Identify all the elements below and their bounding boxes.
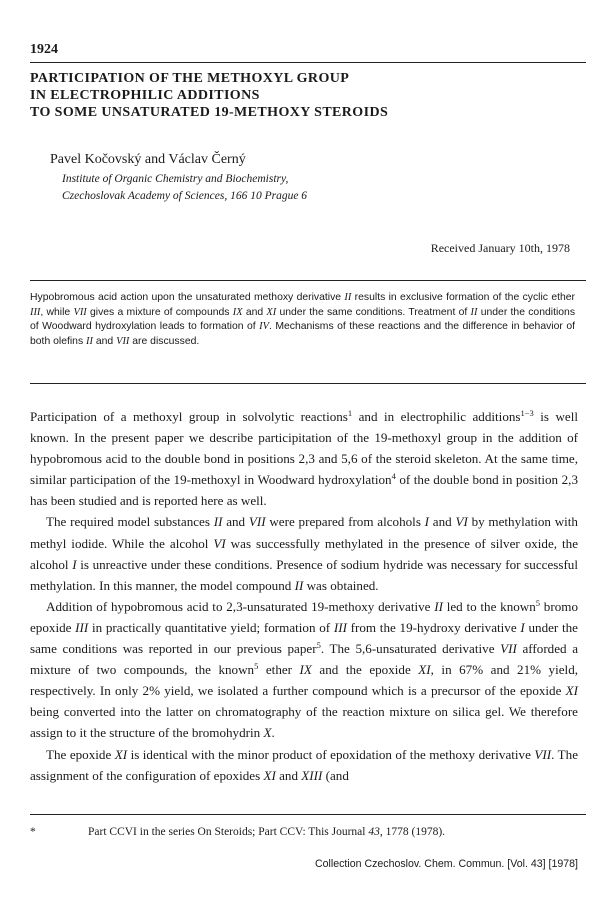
compound-label: I (424, 514, 430, 530)
compound-label: VI (213, 535, 226, 551)
article-body (30, 406, 578, 786)
compound-label: XI (266, 306, 277, 318)
compound-label: VII (116, 335, 130, 347)
compound-label: XI (263, 767, 276, 783)
compound-label: II (294, 577, 304, 593)
article-title (30, 70, 570, 121)
body-paragraph: Participation of a methoxyl group in solvolytic reactions$^1$ and in electrophilic additions$^{1-3}$ is well known. In the present paper we describe participitation of the 19-methoxyl group in the addition of hypobromous acid to the double bond in positions 2,3 and 5,6 of the steroid skeleton. At the same time, similar participation of the 19-methoxyl in Woodward hydroxylation$^4$ of the double bond in position 2,3 has been studied and is reported here as well. (30, 408, 578, 509)
compound-label: III (30, 306, 41, 318)
abstract: Hypobromous acid action upon the unsaturated methoxy derivative II results in exclusive formation of the cyclic ether III, while VII gives a mixture of compounds IX and XI under the same conditions. Treatment of II under the conditions of Woodward hydroxylation leads to formation of IV. Mechanisms of these reactions and the difference in behavior of both olefins II and VII are discussed. (30, 292, 576, 347)
compound-label: I (520, 619, 525, 635)
compound-label: II (344, 292, 352, 303)
reference-marker: 5 (535, 597, 541, 608)
reference-marker: 1 (347, 408, 353, 418)
compound-label: VII (248, 514, 266, 530)
page-number: 1924 (30, 42, 58, 57)
compound-label: IX (232, 306, 243, 318)
reference-marker: 5 (254, 661, 259, 672)
compound-label: VII (73, 306, 87, 318)
reference-marker: 4 (391, 471, 396, 482)
compound-label: III (333, 619, 347, 635)
abstract-top-rule (30, 280, 586, 281)
journal-reference: Collection Czechoslov. Chem. Commun. [Vol. 43] [1978] (314, 858, 578, 870)
compound-label: VII (534, 746, 552, 762)
compound-label: XI (565, 683, 578, 699)
compound-label: 43 (368, 826, 380, 838)
reference-marker: 1−3 (520, 408, 534, 418)
affiliation-line: Institute of Organic Chemistry and Biochemistry, (62, 173, 289, 185)
header-rule (30, 62, 586, 63)
body-paragraph: Addition of hypobromous acid to 2,3-unsaturated 19-methoxy derivative II led to the known$^5$ bromo epoxide III in practically quantitative yield; formation of III from the 19-hydroxy derivative I under the same conditions was reported in our previous paper$^5$. The 5,6-unsaturated derivative VII afforded a mixture of two compounds, the known$^5$ ether IX and the epoxide XI, in 67% and 21% yield, respectively. In only 2% yield, we isolated a further compound which is a precursor of the epoxide XI being converted into the latter on chromatography of the reaction mixture on silica gel. We therefore assign to it the structure of the bromohydrin X. (30, 597, 579, 741)
affiliation (62, 171, 307, 205)
abstract-bottom-rule (30, 383, 586, 384)
title-line: TO SOME UNSATURATED 19-METHOXY STEROIDS (30, 105, 389, 120)
compound-label: VII (500, 641, 517, 657)
footnote-marker: * (30, 826, 36, 838)
authors: Pavel Kočovský and Václav Černý (50, 152, 246, 167)
title-line: IN ELECTROPHILIC ADDITIONS (30, 88, 260, 103)
title-line: PARTICIPATION OF THE METHOXYL GROUP (30, 71, 350, 86)
compound-label: II (86, 335, 93, 347)
compound-label: XIII (301, 767, 323, 783)
body-paragraph: The required model substances II and VII were prepared from alcohols I and VI by methylation with methyl iodide. While the alcohol VI was successfully methylated in the presence of silver oxide, the alcohol I is unreactive under these conditions. Presence of sodium hydride was necessary for successful methylation. In this manner, the model compound II was obtained. (30, 514, 579, 593)
compound-label: II (213, 514, 223, 530)
footnote-text: Part CCVI in the series On Steroids; Part CCV: This Journal 43, 1778 (1978). (88, 826, 446, 838)
compound-label: II (434, 598, 443, 614)
body-paragraph: The epoxide XI is identical with the minor product of epoxidation of the methoxy derivative VII. The assignment of the configuration of epoxides XI and XIII (and (30, 746, 579, 783)
received-date: Received January 10th, 1978 (430, 241, 570, 255)
compound-label: XI (114, 746, 128, 762)
compound-label: II (470, 306, 478, 318)
compound-label: III (75, 619, 89, 635)
footnote-rule (30, 814, 586, 815)
compound-label: X (263, 725, 272, 741)
compound-label: VI (455, 514, 468, 530)
compound-label: I (72, 556, 77, 572)
compound-label: IX (299, 662, 312, 678)
reference-marker: 5 (316, 640, 321, 651)
compound-label: IV (259, 321, 269, 332)
affiliation-line: Czechoslovak Academy of Sciences, 166 10 Prague 6 (62, 190, 308, 202)
compound-label: XI (418, 662, 431, 678)
